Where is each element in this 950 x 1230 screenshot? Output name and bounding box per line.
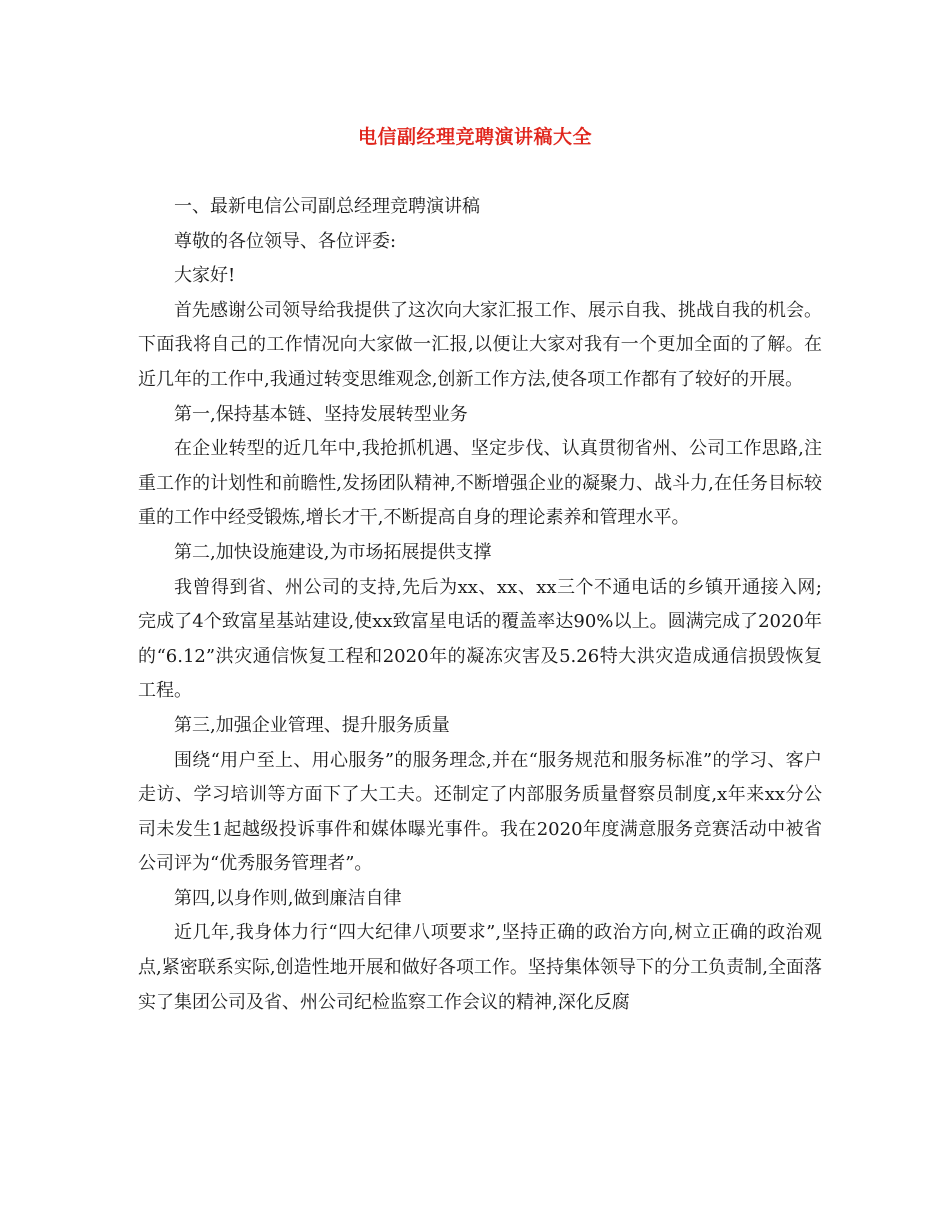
section-heading: 一、最新电信公司副总经理竞聘演讲稿 [174, 196, 480, 217]
body-paragraph: 近几年,我身体力行“四大纪律八项要求”,坚持正确的政治方向,树立正确的政治观点,紧密联系实际,创造性地开展和做好各项工作。坚持集体领导下的分工负责制,全面落实了集团公司及省、州公司纪检监察工作会议的精神,深化反腐 [138, 922, 822, 1013]
body-paragraph: 首先感谢公司领导给我提供了这次向大家汇报工作、展示自我、挑战自我的机会。下面我将自己的工作情况向大家做一汇报,以便让大家对我有一个更加全面的了解。在近几年的工作中,我通过转变思维观念,创新工作方法,使各项工作都有了较好的开展。 [138, 299, 822, 390]
point-heading: 第三,加强企业管理、提升服务质量 [174, 714, 450, 736]
document-title: 电信副经理竞聘演讲稿大全 [357, 126, 592, 148]
salutation: 尊敬的各位领导、各位评委: [174, 230, 397, 252]
body-paragraph: 在企业转型的近几年中,我抢抓机遇、坚定步伐、认真贯彻省州、公司工作思路,注重工作的计划性和前瞻性,发扬团队精神,不断增强企业的凝聚力、战斗力,在任务目标较重的工作中经受锻炼,增长才干,不断提高自身的理论素养和管理水平。 [138, 438, 822, 529]
point-heading: 第二,加快设施建设,为市场拓展提供支撑 [174, 541, 492, 563]
body-paragraph: 围绕“用户至上、用心服务”的服务理念,并在“服务规范和服务标准”的学习、客户走访、学习培训等方面下了大工夫。还制定了内部服务质量督察员制度,x年来xx分公司未发生1起越级投诉事件和媒体曝光事件。我在2020年度满意服务竞赛活动中被省公司评为“优秀服务管理者”。 [138, 749, 822, 875]
body-paragraph: 我曾得到省、州公司的支持,先后为xx、xx、xx三个不通电话的乡镇开通接入网;完成了4个致富星基站建设,使xx致富星电话的覆盖率达90%以上。圆满完成了2020年的“6.12”洪灾通信恢复工程和2020年的凝冻灾害及5.26特大洪灾造成通信损毁恢复工程。 [138, 576, 822, 702]
document-body [138, 190, 822, 1020]
point-heading: 第一,保持基本链、坚持发展转型业务 [174, 403, 468, 425]
point-heading: 第四,以身作则,做到廉洁自律 [174, 887, 402, 909]
greeting: 大家好! [174, 265, 236, 287]
